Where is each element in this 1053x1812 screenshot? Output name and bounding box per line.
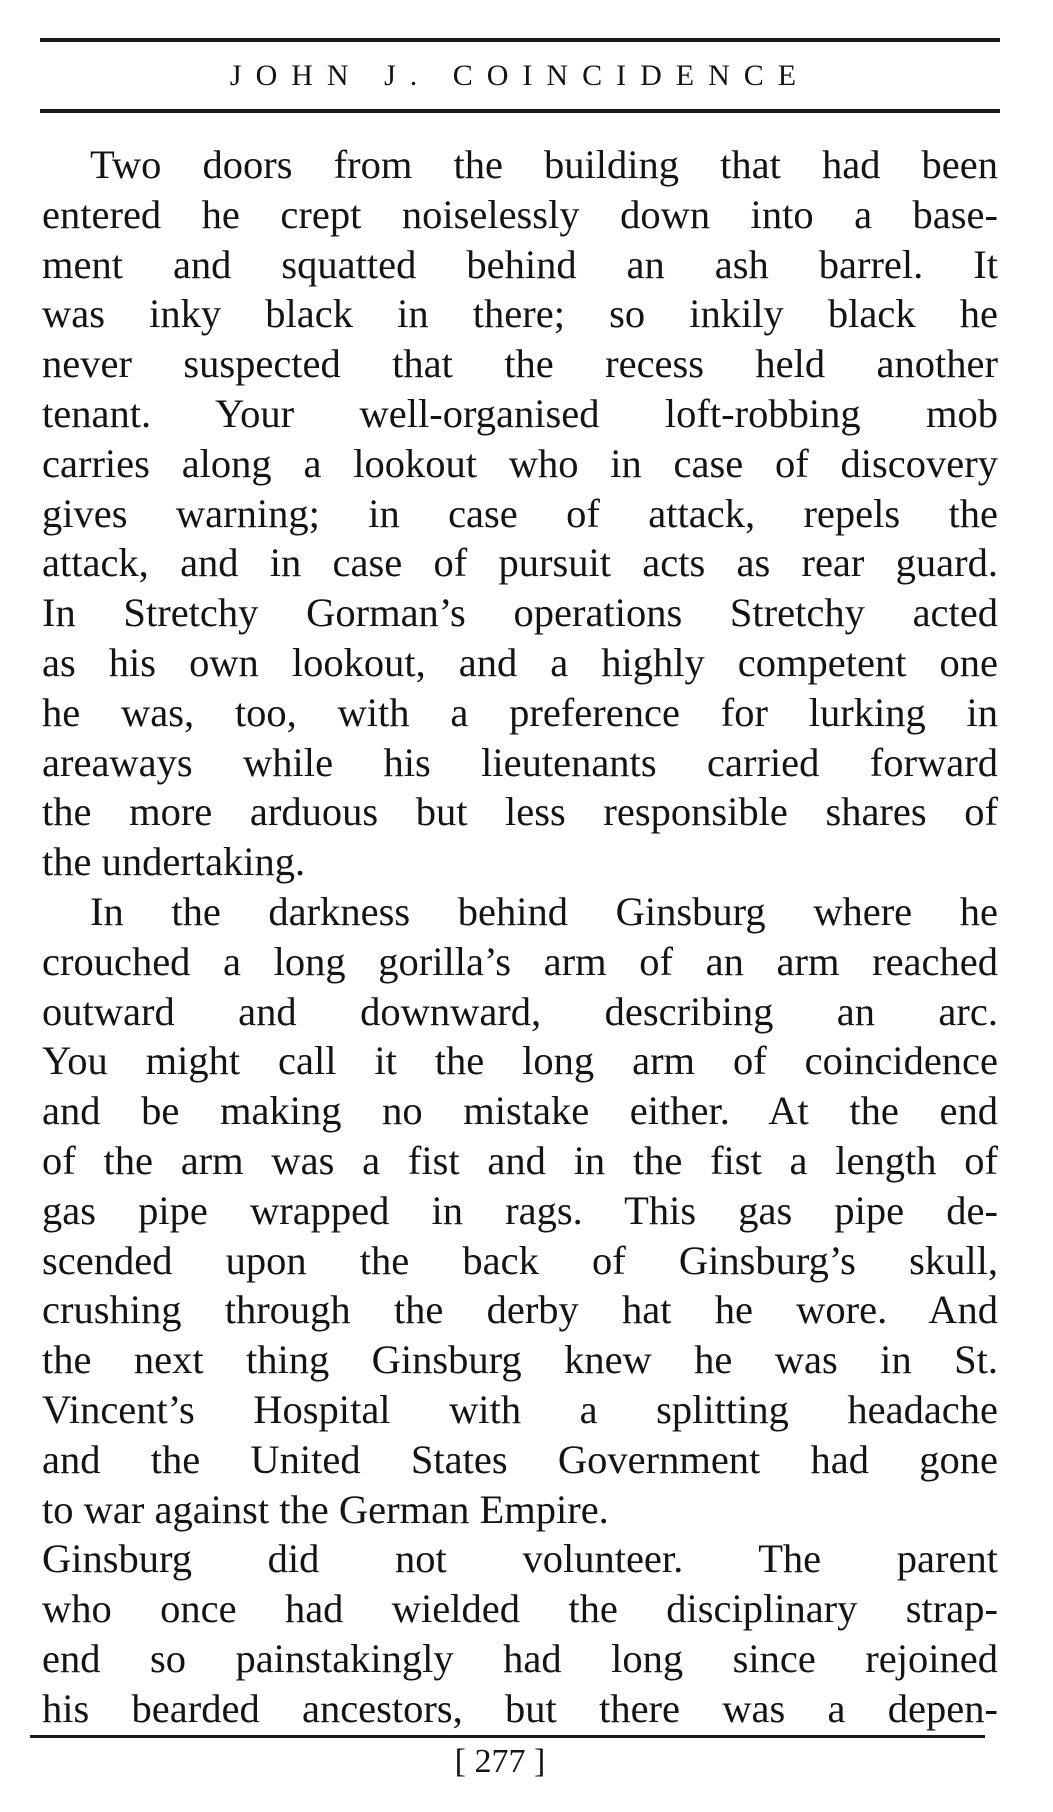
paragraph	[42, 140, 998, 887]
text-line: Two doors from the building that had been	[90, 142, 998, 187]
text-line: gives warning; in case of attack, repels the	[42, 490, 998, 536]
text-line: Ginsburg did not volunteer. The parent	[42, 1536, 998, 1582]
text-line: his bearded ancestors, but there was a depen-	[42, 1685, 998, 1731]
text-line: to war against the German Empire.	[42, 1486, 609, 1532]
text-line: and the United States Government had gone	[42, 1436, 998, 1482]
text-line: areaways while his lieutenants carried forward	[42, 739, 998, 785]
text-line: gas pipe wrapped in rags. This gas pipe de-	[42, 1187, 998, 1233]
header-rule	[40, 109, 1000, 113]
running-head: JOHN J. COINCIDENCE	[229, 59, 811, 92]
text-line: ment and squatted behind an ash barrel. It	[42, 241, 998, 287]
text-line: the next thing Ginsburg knew he was in St.	[42, 1337, 998, 1383]
paragraph	[42, 887, 998, 1534]
body-text	[42, 140, 998, 1734]
paragraph-container	[42, 140, 998, 1734]
text-line: was inky black in there; so inkily black he	[42, 291, 998, 337]
text-line: the undertaking.	[42, 839, 306, 885]
text-line: outward and downward, describing an arc.	[42, 988, 998, 1034]
text-line: You might call it the long arm of coincidence	[42, 1038, 998, 1084]
page-number: [ 277 ]	[454, 1743, 546, 1780]
text-line: of the arm was a fist and in the fist a length of	[42, 1137, 998, 1183]
text-line: crouched a long gorilla’s arm of an arm reached	[42, 938, 998, 984]
text-line: as his own lookout, and a highly competent one	[42, 639, 998, 685]
text-line: never suspected that the recess held another	[42, 341, 998, 387]
text-line: the more arduous but less responsible shares of	[42, 789, 998, 835]
text-line: who once had wielded the disciplinary strap-	[42, 1586, 998, 1632]
text-line: attack, and in case of pursuit acts as rear guard.	[42, 540, 998, 586]
text-line: he was, too, with a preference for lurking in	[42, 689, 998, 735]
text-line: Vincent’s Hospital with a splitting headache	[42, 1386, 998, 1432]
bottom-rule	[30, 1735, 985, 1738]
paragraph	[42, 1534, 998, 1733]
text-line: crushing through the derby hat he wore. And	[42, 1287, 998, 1333]
text-line: end so painstakingly had long since rejoined	[42, 1635, 998, 1681]
text-line: and be making no mistake either. At the end	[42, 1088, 998, 1134]
text-line: entered he crept noiselessly down into a base-	[42, 191, 998, 237]
text-line: carries along a lookout who in case of discovery	[42, 440, 998, 486]
text-line: In the darkness behind Ginsburg where he	[90, 888, 998, 934]
text-line: tenant. Your well-organised loft-robbing mob	[42, 390, 998, 436]
text-line: scended upon the back of Ginsburg’s skull,	[42, 1237, 998, 1283]
text-line: In Stretchy Gorman’s operations Stretchy acted	[42, 590, 998, 636]
top-rule	[40, 38, 1000, 42]
